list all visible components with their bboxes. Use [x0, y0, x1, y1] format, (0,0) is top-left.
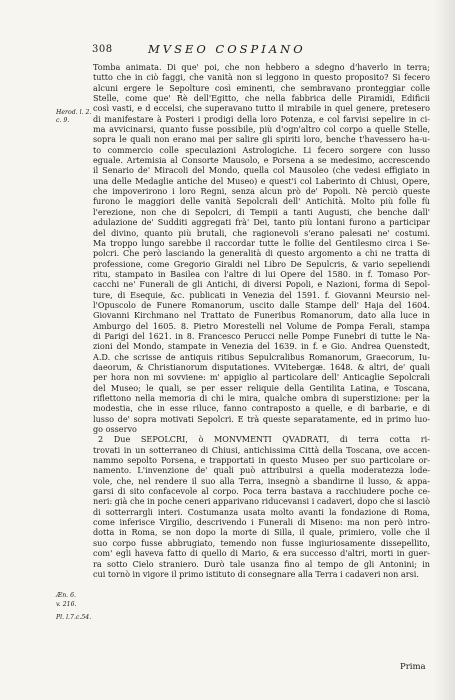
text-line: garsi di sito confacevole al corpo. Poca terra bastava a racchiudere poche ce-: [93, 486, 430, 497]
text-line: A.D. che scrisse de antiquis ritibus Sepulcralibus Romanorum, Graecorum, Iu-: [93, 351, 430, 362]
text-line: il Senario de' Miracoli del Mondo, quella col Mausoleo (che vedesi effigiato in: [93, 165, 430, 176]
text-line: trovati in un sotterraneo di Chiusi, antichissima Città della Toscana, ove accen-: [93, 444, 430, 455]
text-line: del divino, quanto più brutali, che ragionevoli s'erano palesati ne' costumi.: [93, 227, 430, 238]
margin-note: v. 216.: [56, 601, 77, 608]
text-line: zioni del Mondo, stampate in Venezia del 1639. in f. e Gio. Andrea Quenstedt,: [93, 341, 430, 352]
text-line: di sotterrargli interi. Costumanza usata molto avanti la fondazione di Roma,: [93, 506, 430, 517]
text-line: una delle Medaglie antiche del Museo) e quest'i col Laberinto di Chiusi, Opere,: [93, 175, 430, 186]
text-line: adulazione de' Sudditi aggregati frà' Dei, tanto più lontani furono a participar: [93, 217, 430, 228]
paragraph-body: [93, 62, 430, 434]
margin-note: Pl. l.7.c.54.: [56, 614, 92, 621]
running-title: MVSEO COSPIANO: [148, 42, 306, 56]
margin-note: Æn. 6.: [56, 592, 77, 599]
text-line: di manifestare à Posteri i prodigi della loro Potenza, e col farvisi sepelire in ci-: [93, 113, 430, 124]
text-line: com' egli haveva fatto di quello di Mario, & era successo d'altri, morti in guer-: [93, 548, 430, 559]
paragraph-section-2: [93, 434, 430, 579]
text-line: alcuni ergere le Sepolture così eminenti, che sembravano pronteggiar colle: [93, 82, 430, 93]
text-line: ritu, stampato in Basilea con l'altre di lui Opere del 1580. in f. Tomaso Por-: [93, 268, 430, 279]
text-line: Stelle, come que' Rè dell'Egitto, che nella fabbrica delle Piramidi, Edificii: [93, 93, 430, 104]
text-line: tutto che in ciò faggi, che vanità non si leggono in questo proposito? Si fecero: [93, 72, 430, 83]
text-line: Tomba animata. Di que' poi, che non hebbero a sdegno d'haverlo in terra;: [93, 62, 430, 72]
margin-note: Herod. l. 2.: [56, 109, 92, 116]
catchword: Prima: [400, 662, 426, 672]
page-header: [0, 44, 455, 60]
text-line: nammo sepolto Porsena, e trapportati in questo Museo per suo particolare or-: [93, 455, 430, 466]
text-line: cacchi ne' Funerali de gli Antichi, di diversi Popoli, e Nazioni, forma di Sepol-: [93, 279, 430, 290]
margin-note: c. 9.: [56, 117, 70, 124]
text-line: namento. L'invenzione de' quali può attribuirsi a quella moderatezza lode-: [93, 465, 430, 476]
text-line: ra sotto Cielo straniero. Durò tale usanza fino al tempo de gli Antonini; in: [93, 558, 430, 569]
text-line: to commercio colle speculazioni Astrologiche. Li fecero sorgere con lusso: [93, 144, 430, 155]
text-line: che impoverirono i loro Regni, senza alcun prò de' Popoli. Nè perciò queste: [93, 186, 430, 197]
text-line: l'erezione, non che di Sepolcri, di Tempii a tanti Augusti, che benche dall': [93, 206, 430, 217]
text-line: dotta in Roma, se non dopo la morte di Silla, il quale, primiero, volle che il: [93, 527, 430, 538]
text-line: lusso de' sopra motivati Sepolcri. E trà queste separatamente, ed in primo luo-: [93, 413, 430, 424]
text-line: polcri. Che però lasciando la generalità di questo argomento a chi ne tratta di: [93, 248, 430, 259]
text-line: 2 Due SEPOLCRI, ò MONVMENTI QVADRATI, di terra cotta ri-: [98, 434, 430, 445]
text-line: riflettono nella memoria di chi le mira, qualche ombra di superstizione: per la: [93, 393, 430, 403]
text-line: cui tornò in vigore il primo istituto di consegnare alla Terra i cadaveri non arsi.: [93, 568, 419, 579]
text-line: vole, che, nel rendere il suo alla Terra, insegnò a sbandirne il lusso, & appa-: [93, 475, 430, 486]
text-line: di Parigi del 1621. in 8. Francesco Perucci nelle Pompe Funebri di tutte le Na-: [93, 330, 430, 341]
text-line: Giovanni Kirchmano nel Trattato de Funeribus Romanorum, dato alla luce in: [93, 310, 430, 321]
text-line: ture, di Esequie, &c. publicati in Venezia del 1591. f. Giovanni Meursio nel-: [93, 289, 430, 300]
text-line: Amburgo del 1605. 8. Pietro Morestelli nel Volume de Pompa Ferali, stampa: [93, 320, 430, 331]
text-line: eguale. Artemisia al Consorte Mausolo, e Porsena a se medesimo, accrescendo: [93, 155, 430, 166]
text-line: sopra le quali non erano mai per salire gli spiriti loro, benche t'havessero ha-u-: [93, 134, 430, 145]
text-line: del Museo; le quali, se per esser reliquie della Gentilita Latina, e Toscana,: [93, 382, 430, 393]
text-line: furono le maggiori delle vanità Sepolcrali dell' Antichità. Molto più folle fù: [93, 196, 430, 207]
text-line: neri: già che in poche ceneri apparivano riducevansi i cadaveri, dopo che si lasciò: [93, 496, 430, 507]
text-line: suo corpo fusse abbrugiato, temendo non fusse ingiuriosamente dissepellito,: [93, 537, 430, 548]
text-line: daeorum, & Christianorum disputationes. VVitebergæ. 1648. & altri, de' quali: [93, 361, 430, 372]
text-line: per hora non mi sovviene: m' appiglio al particolare dell' Anticaglie Sepolcrali: [93, 372, 430, 383]
page-number: 308: [92, 44, 113, 55]
text-line: professione, come Gregorio Giraldi nel Libro De Sepulcris, & vario sepeliendi: [93, 258, 430, 269]
text-line: go osservo: [93, 424, 137, 435]
text-line: ma avvicinarsi, quanto fusse possibile, più d'ogn'altro col corpo a quelle Stelle,: [93, 124, 430, 135]
text-line: così vasti, e d eccelsi, che superavano tutto il mirabile in quel genere, pretesero: [93, 103, 430, 114]
text-line: l'Opuscolo de Funere Romanorum, uscito dalle Stampe dell' Haja del 1604.: [93, 299, 430, 310]
main-text: [93, 62, 430, 579]
page-shadow: [433, 0, 455, 700]
text-line: modestia, che in esse riluce, fanno contraposto a quelle, e di barbarie, e di: [93, 403, 430, 414]
text-line: Ma troppo lungo sarebbe il raccordar tutte le follie del Gentilesmo circa i Se-: [93, 237, 430, 248]
text-line: come inferisce Virgilio, descrivendo i Funerali di Miseno: ma non però intro-: [93, 517, 430, 528]
